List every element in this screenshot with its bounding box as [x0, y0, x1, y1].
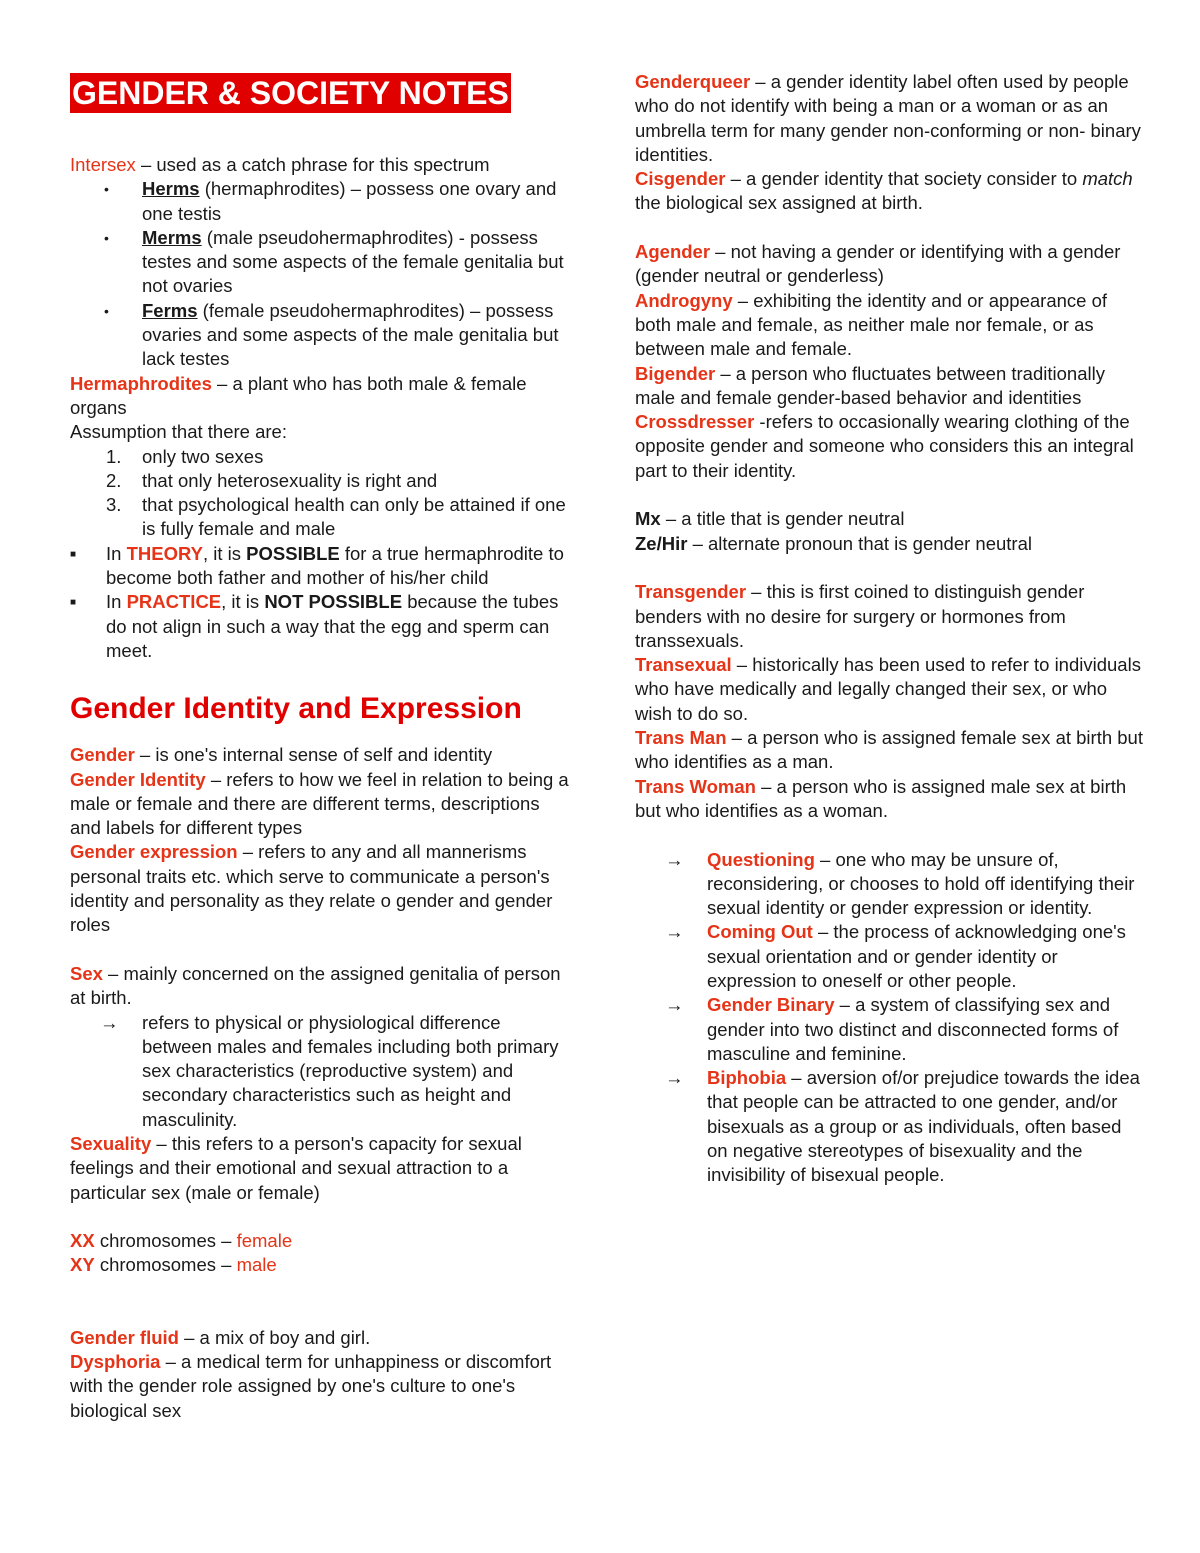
list-item: • Ferms (female pseudohermaphrodites) – possess ovaries and some aspects of the male genitalia but lack testes [104, 299, 559, 370]
bullet-icon: • [104, 302, 109, 319]
arrow-right-icon: → [665, 1067, 684, 1089]
theory-item: ■ In THEORY, it is POSSIBLE for a true hermaphrodite to become both father and mother of his/her child [70, 542, 564, 589]
sex-definition: Sex – mainly concerned on the assigned genitalia of person at birth. [70, 962, 561, 1009]
gender-identity-definition: Gender Identity – refers to how we feel in relation to being a male or female and there are different terms, descriptions and labels for different types [70, 768, 569, 839]
gender-definition: Gender – is one's internal sense of self and identity [70, 744, 493, 766]
arrow-right-icon: → [665, 994, 684, 1016]
sexuality-definition: Sexuality – this refers to a person's capacity for sexual feelings and their emotional and sexual attraction to a particular sex (male or female) [70, 1132, 522, 1203]
list-item: → refers to physical or physiological difference between males and females including both primary sex characteristics (reproductive system) and secondary characteristics such as height and masculinity. [100, 1011, 559, 1130]
list-item: • Merms (male pseudohermaphrodites) - possess testes and some aspects of the female genitalia but not ovaries [104, 226, 564, 297]
crossdresser-definition: Crossdresser -refers to occasionally wearing clothing of the opposite gender and someone who considers this an integral part to their identity. [635, 411, 1134, 481]
list-item: → Biphobia – aversion of/or prejudice towards the idea that people can be attracted to one gender, and/or bisexuals as a group or as individuals, often based on negative stereotypes of bisexuality and the invisibility of bisexual people. [665, 1067, 1140, 1186]
list-item: → Gender Binary – a system of classifying sex and gender into two distinct and disconnected forms of masculine and feminine. [665, 994, 1119, 1064]
list-number: 3. [106, 494, 122, 516]
arrow-right-icon: → [665, 921, 684, 943]
square-bullet-icon: ■ [70, 548, 77, 560]
arrow-right-icon: → [100, 1011, 119, 1033]
zehir-definition: Ze/Hir – alternate pronoun that is gender neutral [635, 532, 1032, 554]
xy-chromosomes: XY chromosomes – male [70, 1254, 277, 1276]
assumption-text: Assumption that there are: [70, 421, 287, 443]
hermaphrodites-definition: Hermaphrodites – a plant who has both male & female organs [70, 372, 527, 418]
list-number: 1. [106, 445, 122, 467]
dysphoria-definition: Dysphoria – a medical term for unhappiness or discomfort with the gender role assigned by one's culture to one's biological sex [70, 1351, 552, 1421]
gender-fluid-definition: Gender fluid – a mix of boy and girl. [70, 1326, 371, 1348]
page-title: GENDER & SOCIETY NOTES [72, 75, 509, 111]
list-item: 2. that only heterosexuality is right and [70, 469, 570, 493]
genderqueer-definition: Genderqueer – a gender identity label often used by people who do not identify with being a man or a woman or as an umbrella term for many gender non-conforming or non- binary identities. [635, 71, 1141, 165]
trans-man-definition: Trans Man – a person who is assigned female sex at birth but who identifies as a man. [635, 727, 1143, 773]
practice-item: ■ In PRACTICE, it is NOT POSSIBLE because the tubes do not align in such a way that the egg and sperm can meet. [70, 591, 559, 661]
list-item: → Questioning – one who may be unsure of, reconsidering, or chooses to hold off identifying their sexual identity or gender expression or identity. [665, 848, 1135, 919]
transgender-definition: Transgender – this is first coined to distinguish gender benders with no desire for surgery or hormones from transsexuals. [635, 581, 1085, 651]
bullet-icon: • [104, 229, 109, 246]
list-item: • Herms (hermaphrodites) – possess one ovary and one testis [104, 178, 557, 224]
section-heading: Gender Identity and Expression [70, 692, 522, 726]
intersex-definition: Intersex – used as a catch phrase for this spectrum [70, 154, 490, 175]
left-column [70, 153, 570, 1423]
list-number: 2. [106, 469, 122, 491]
gender-expression-definition: Gender expression – refers to any and all mannerisms personal traits etc. which serve to communicate a person's identity and personality as they relate o gender and gender roles [70, 841, 553, 936]
trans-woman-definition: Trans Woman – a person who is assigned male sex at birth but who identifies as a woman. [635, 775, 1127, 821]
bullet-icon: • [104, 181, 109, 198]
right-column [635, 70, 1145, 1188]
mx-definition: Mx – a title that is gender neutral [635, 508, 905, 530]
bigender-definition: Bigender – a person who fluctuates between traditionally male and female gender-based behavior and identities [635, 362, 1105, 408]
square-bullet-icon: ■ [70, 597, 77, 609]
arrow-right-icon: → [665, 848, 684, 870]
cisgender-definition: Cisgender – a gender identity that society consider to match the biological sex assigned at birth. [635, 168, 1133, 214]
androgyny-definition: Androgyny – exhibiting the identity and or appearance of both male and female, as neither male nor female, or as between male and female. [635, 289, 1108, 360]
agender-definition: Agender – not having a gender or identifying with a gender (gender neutral or genderless) [635, 241, 1121, 287]
list-item: 1. only two sexes [70, 445, 570, 469]
transexual-definition: Transexual – historically has been used to refer to individuals who have medically and legally changed their sex, or who wish to do so. [635, 654, 1141, 724]
xx-chromosomes: XX chromosomes – female [70, 1230, 293, 1252]
list-item: 3. that psychological health can only be attained if one is fully female and male [106, 494, 566, 540]
list-item: → Coming Out – the process of acknowledging one's sexual orientation and or gender identity or expression to oneself or other people. [665, 921, 1126, 991]
